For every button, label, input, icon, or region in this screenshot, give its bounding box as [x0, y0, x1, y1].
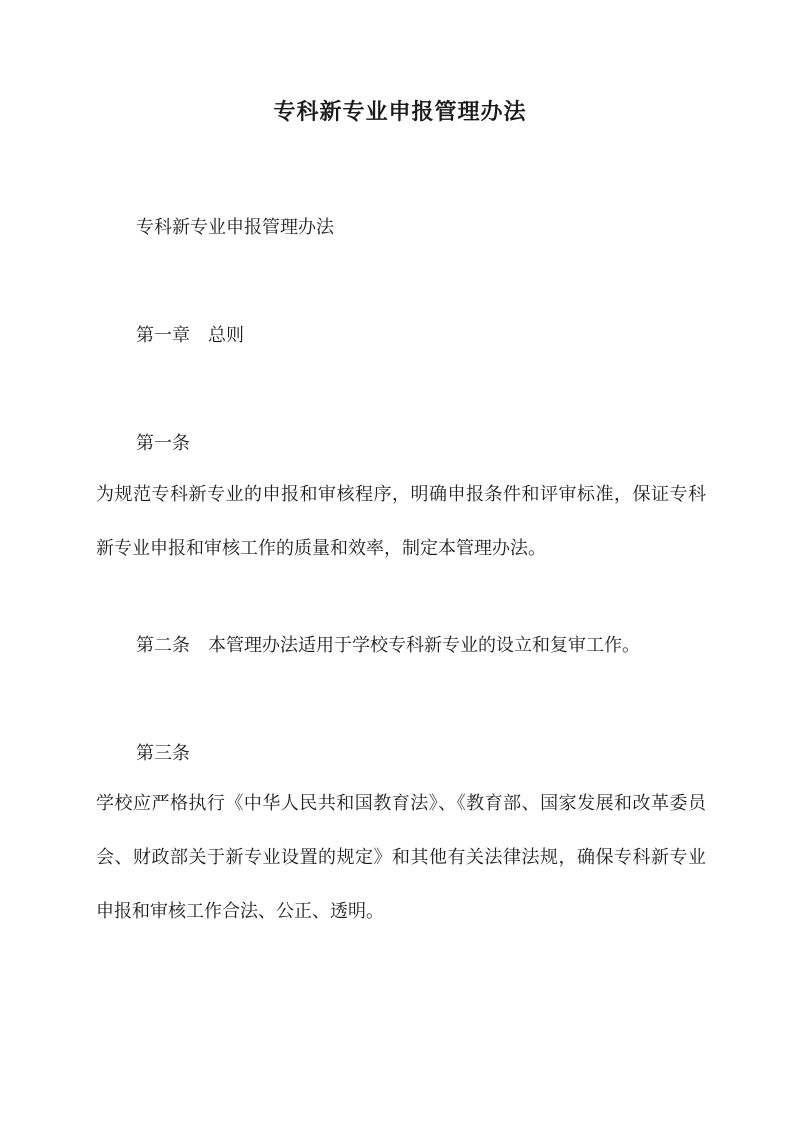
document-title: 专科新专业申报管理办法 — [273, 99, 527, 125]
article-3-body: 学校应严格执行《中华人民共和国教育法》、《教育部、国家发展和改革委员会、财政部关于新专业设置的规定》和其他有关法律法规，确保专科新专业申报和审核工作合法、公正、透明。 — [96, 793, 706, 922]
subtitle-line: 专科新专业申报管理办法 — [136, 217, 334, 238]
article-1-body: 为规范专科新专业的申报和审核程序，明确申报条件和评审标准，保证专科新专业申报和审核工作的质量和效率，制定本管理办法。 — [96, 484, 706, 559]
article-2-line: 第二条 本管理办法适用于学校专科新专业的设立和复审工作。 — [136, 635, 640, 656]
chapter-heading: 第一章 总则 — [136, 325, 244, 346]
article-1-heading: 第一条 — [136, 433, 190, 454]
article-3-heading: 第三条 — [136, 743, 190, 764]
